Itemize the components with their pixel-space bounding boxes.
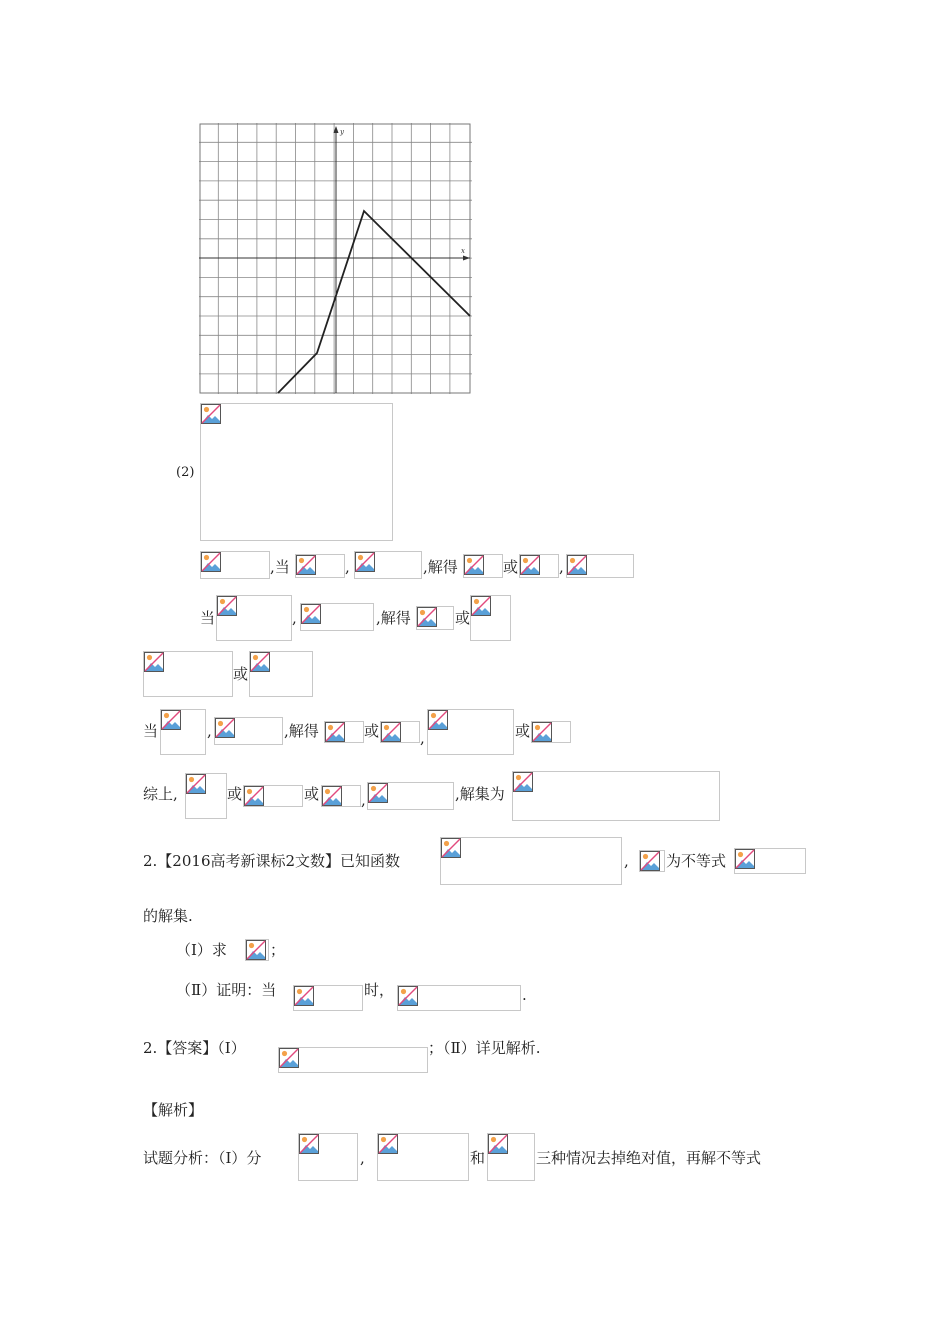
answer-text: 2.【答案】（Ⅰ） — [143, 1039, 246, 1057]
broken-image-icon — [215, 718, 235, 738]
broken-image-icon — [567, 555, 587, 575]
text: ,解得 — [376, 609, 411, 627]
broken-image-icon — [301, 604, 321, 624]
text: ,当 — [270, 558, 290, 576]
formula-image-block — [200, 403, 393, 541]
formula-image — [185, 773, 227, 819]
formula-image — [397, 985, 521, 1011]
formula-image — [160, 709, 206, 755]
formula-image — [200, 551, 270, 579]
text: 或 — [503, 558, 519, 576]
part2-text: （Ⅱ）证明：当 — [176, 981, 277, 999]
text: 或 — [304, 785, 320, 803]
text: 或 — [233, 665, 249, 683]
text: ,解集为 — [455, 785, 505, 803]
formula-image — [295, 554, 345, 578]
broken-image-icon — [144, 652, 164, 672]
broken-image-icon — [441, 838, 461, 858]
text: ,解得 — [284, 722, 319, 740]
part1-text: （Ⅰ）求 — [176, 941, 227, 959]
broken-image-icon — [294, 986, 314, 1006]
formula-image — [566, 554, 634, 578]
text: , — [361, 791, 366, 809]
text: 或 — [227, 785, 243, 803]
formula-image — [214, 717, 283, 745]
broken-image-icon — [513, 772, 533, 792]
formula-image — [293, 985, 363, 1011]
formula-image — [487, 1133, 535, 1181]
broken-image-icon — [325, 722, 345, 742]
text: 或 — [364, 722, 380, 740]
formula-image — [321, 785, 361, 807]
piecewise-function-line — [278, 211, 470, 393]
broken-image-icon — [378, 1134, 398, 1154]
text: . — [522, 986, 527, 1004]
text: 和 — [470, 1149, 486, 1167]
broken-image-icon — [201, 552, 221, 572]
text: 当 — [143, 722, 159, 740]
text: 综上, — [143, 785, 178, 803]
formula-image — [324, 721, 364, 743]
broken-image-icon — [381, 722, 401, 742]
broken-image-icon — [279, 1048, 299, 1068]
broken-image-icon — [217, 596, 237, 616]
broken-image-icon — [368, 783, 388, 803]
formula-image — [639, 850, 665, 872]
formula-image — [531, 721, 571, 743]
text: ,解得 — [423, 558, 458, 576]
broken-image-icon — [244, 786, 264, 806]
text: , — [559, 558, 564, 576]
part2-label: (2) — [176, 465, 195, 480]
formula-image — [377, 1133, 469, 1181]
question-text: 2.【2016高考新课标2文数】已知函数 — [143, 852, 401, 870]
broken-image-icon — [488, 1134, 508, 1154]
broken-image-icon — [299, 1134, 319, 1154]
broken-image-icon — [398, 986, 418, 1006]
text: 或 — [455, 609, 471, 627]
formula-image — [243, 785, 303, 807]
text: , — [292, 609, 297, 627]
broken-image-icon — [417, 607, 437, 627]
broken-image-icon — [246, 940, 266, 960]
formula-image — [734, 848, 806, 874]
formula-image — [519, 554, 559, 578]
text: 三种情况去掉绝对值，再解不等式 — [536, 1149, 762, 1167]
broken-image-icon — [735, 849, 755, 869]
formula-image — [512, 771, 720, 821]
broken-image-icon — [186, 774, 206, 794]
analysis-header: 【解析】 — [143, 1101, 204, 1119]
text: 为不等式 — [666, 852, 727, 870]
broken-image-icon — [201, 404, 221, 424]
broken-image-icon — [640, 851, 660, 871]
broken-image-icon — [355, 552, 375, 572]
text: , — [624, 852, 629, 870]
formula-image — [298, 1133, 358, 1181]
formula-image — [143, 651, 233, 697]
y-axis-label: y — [340, 128, 344, 136]
formula-image — [470, 595, 511, 641]
formula-image — [278, 1047, 428, 1073]
text: 的解集. — [143, 907, 193, 925]
broken-image-icon — [520, 555, 540, 575]
formula-image — [367, 782, 454, 810]
text: ；（Ⅱ）详见解析. — [428, 1039, 541, 1057]
formula-image — [416, 606, 454, 630]
broken-image-icon — [532, 722, 552, 742]
broken-image-icon — [296, 555, 316, 575]
formula-image — [245, 939, 269, 961]
formula-image — [463, 554, 503, 578]
broken-image-icon — [250, 652, 270, 672]
broken-image-icon — [322, 786, 342, 806]
formula-image — [440, 837, 622, 885]
analysis-text: 试题分析：（Ⅰ）分 — [143, 1149, 262, 1167]
text: ； — [270, 941, 286, 959]
formula-image — [216, 595, 292, 641]
formula-image — [380, 721, 420, 743]
text: 时， — [364, 981, 395, 999]
broken-image-icon — [471, 596, 491, 616]
text: 当 — [200, 609, 216, 627]
formula-image — [427, 709, 514, 755]
x-axis-arrow — [463, 256, 470, 261]
x-axis-label: x — [461, 247, 465, 255]
broken-image-icon — [464, 555, 484, 575]
text: , — [207, 722, 212, 740]
formula-image — [249, 651, 313, 697]
text: 或 — [515, 722, 531, 740]
text: , — [420, 729, 425, 747]
function-graph — [199, 123, 472, 394]
formula-image — [354, 551, 422, 579]
broken-image-icon — [161, 710, 181, 730]
formula-image — [300, 603, 374, 631]
text: , — [360, 1149, 365, 1167]
text: , — [345, 558, 350, 576]
broken-image-icon — [428, 710, 448, 730]
